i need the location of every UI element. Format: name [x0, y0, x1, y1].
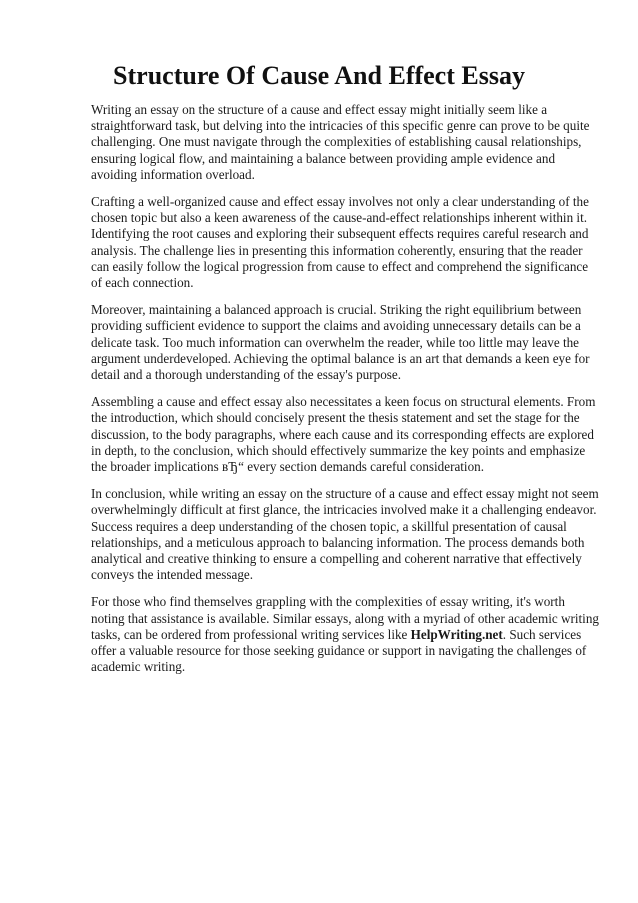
paragraph-4: Assembling a cause and effect essay also necessitates a keen focus on structural elements. From the introduction, which should concisely present the thesis statement and set the stage for the discussion, to the body paragraphs, where each cause and its corresponding effects are explored in depth, to the conclusion, which should effectively summarize the key points and emphasize the broader implications вЂ“ every section demands careful consideration. — [91, 394, 596, 475]
paragraph-1: Writing an essay on the structure of a cause and effect essay might initially seem like a straightforward task, but delving into the intricacies of this specific genre can prove to be quite challenging. One must navigate through the complexities of establishing causal relationships, ensuring logical flow, and maintaining a balance between providing ample evidence and avoiding information overload. — [91, 102, 590, 182]
paragraph-2: Crafting a well-organized cause and effect essay involves not only a clear understanding of the chosen topic but also a keen awareness of the cause-and-effect relationships inherent within it. Identifying the root causes and exploring their subsequent effects requires careful research and analysis. The challenge lies in presenting this information coherently, ensuring that the reader can easily follow the logical progression from cause to effect and comprehend the significance of each connection. — [91, 194, 589, 291]
paragraph-6-text-before: For those who find themselves grappling with the complexities of essay writing, it's worth noting that assistance is available. Similar essays, along with a myriad of other academic writing tasks, can be ordered from professional writing services like — [91, 594, 599, 642]
paragraph-6-text-after: . Such services offer a valuable resource for those seeking guidance or support in navigating the challenges of academic writing. — [91, 626, 587, 675]
paragraph-3: Moreover, maintaining a balanced approach is crucial. Striking the right equilibrium between providing sufficient evidence to support the claims and avoiding unnecessary details can be a delicate task. Too much information can overwhelm the reader, while too little may leave the argument underdeveloped. Achieving the optimal balance is an art that demands a keen eye for detail and a thorough understanding of the essay's purpose. — [91, 302, 590, 383]
page-title: Structure Of Cause And Effect Essay — [113, 61, 525, 90]
paragraph-6 — [91, 594, 601, 675]
paragraph-5: In conclusion, while writing an essay on the structure of a cause and effect essay might not seem overwhelmingly difficult at first glance, the intricacies involved make it a challenging endeavor. Success requires a deep understanding of the chosen topic, a skillful presentation of causal relationships, and a meticulous approach to balancing information. The process demands both analytical and creative thinking to ensure a compelling and coherent narrative that effectively conveys the intended message. — [91, 486, 599, 583]
document-body — [91, 102, 601, 687]
service-link[interactable]: HelpWriting.net — [410, 626, 503, 642]
